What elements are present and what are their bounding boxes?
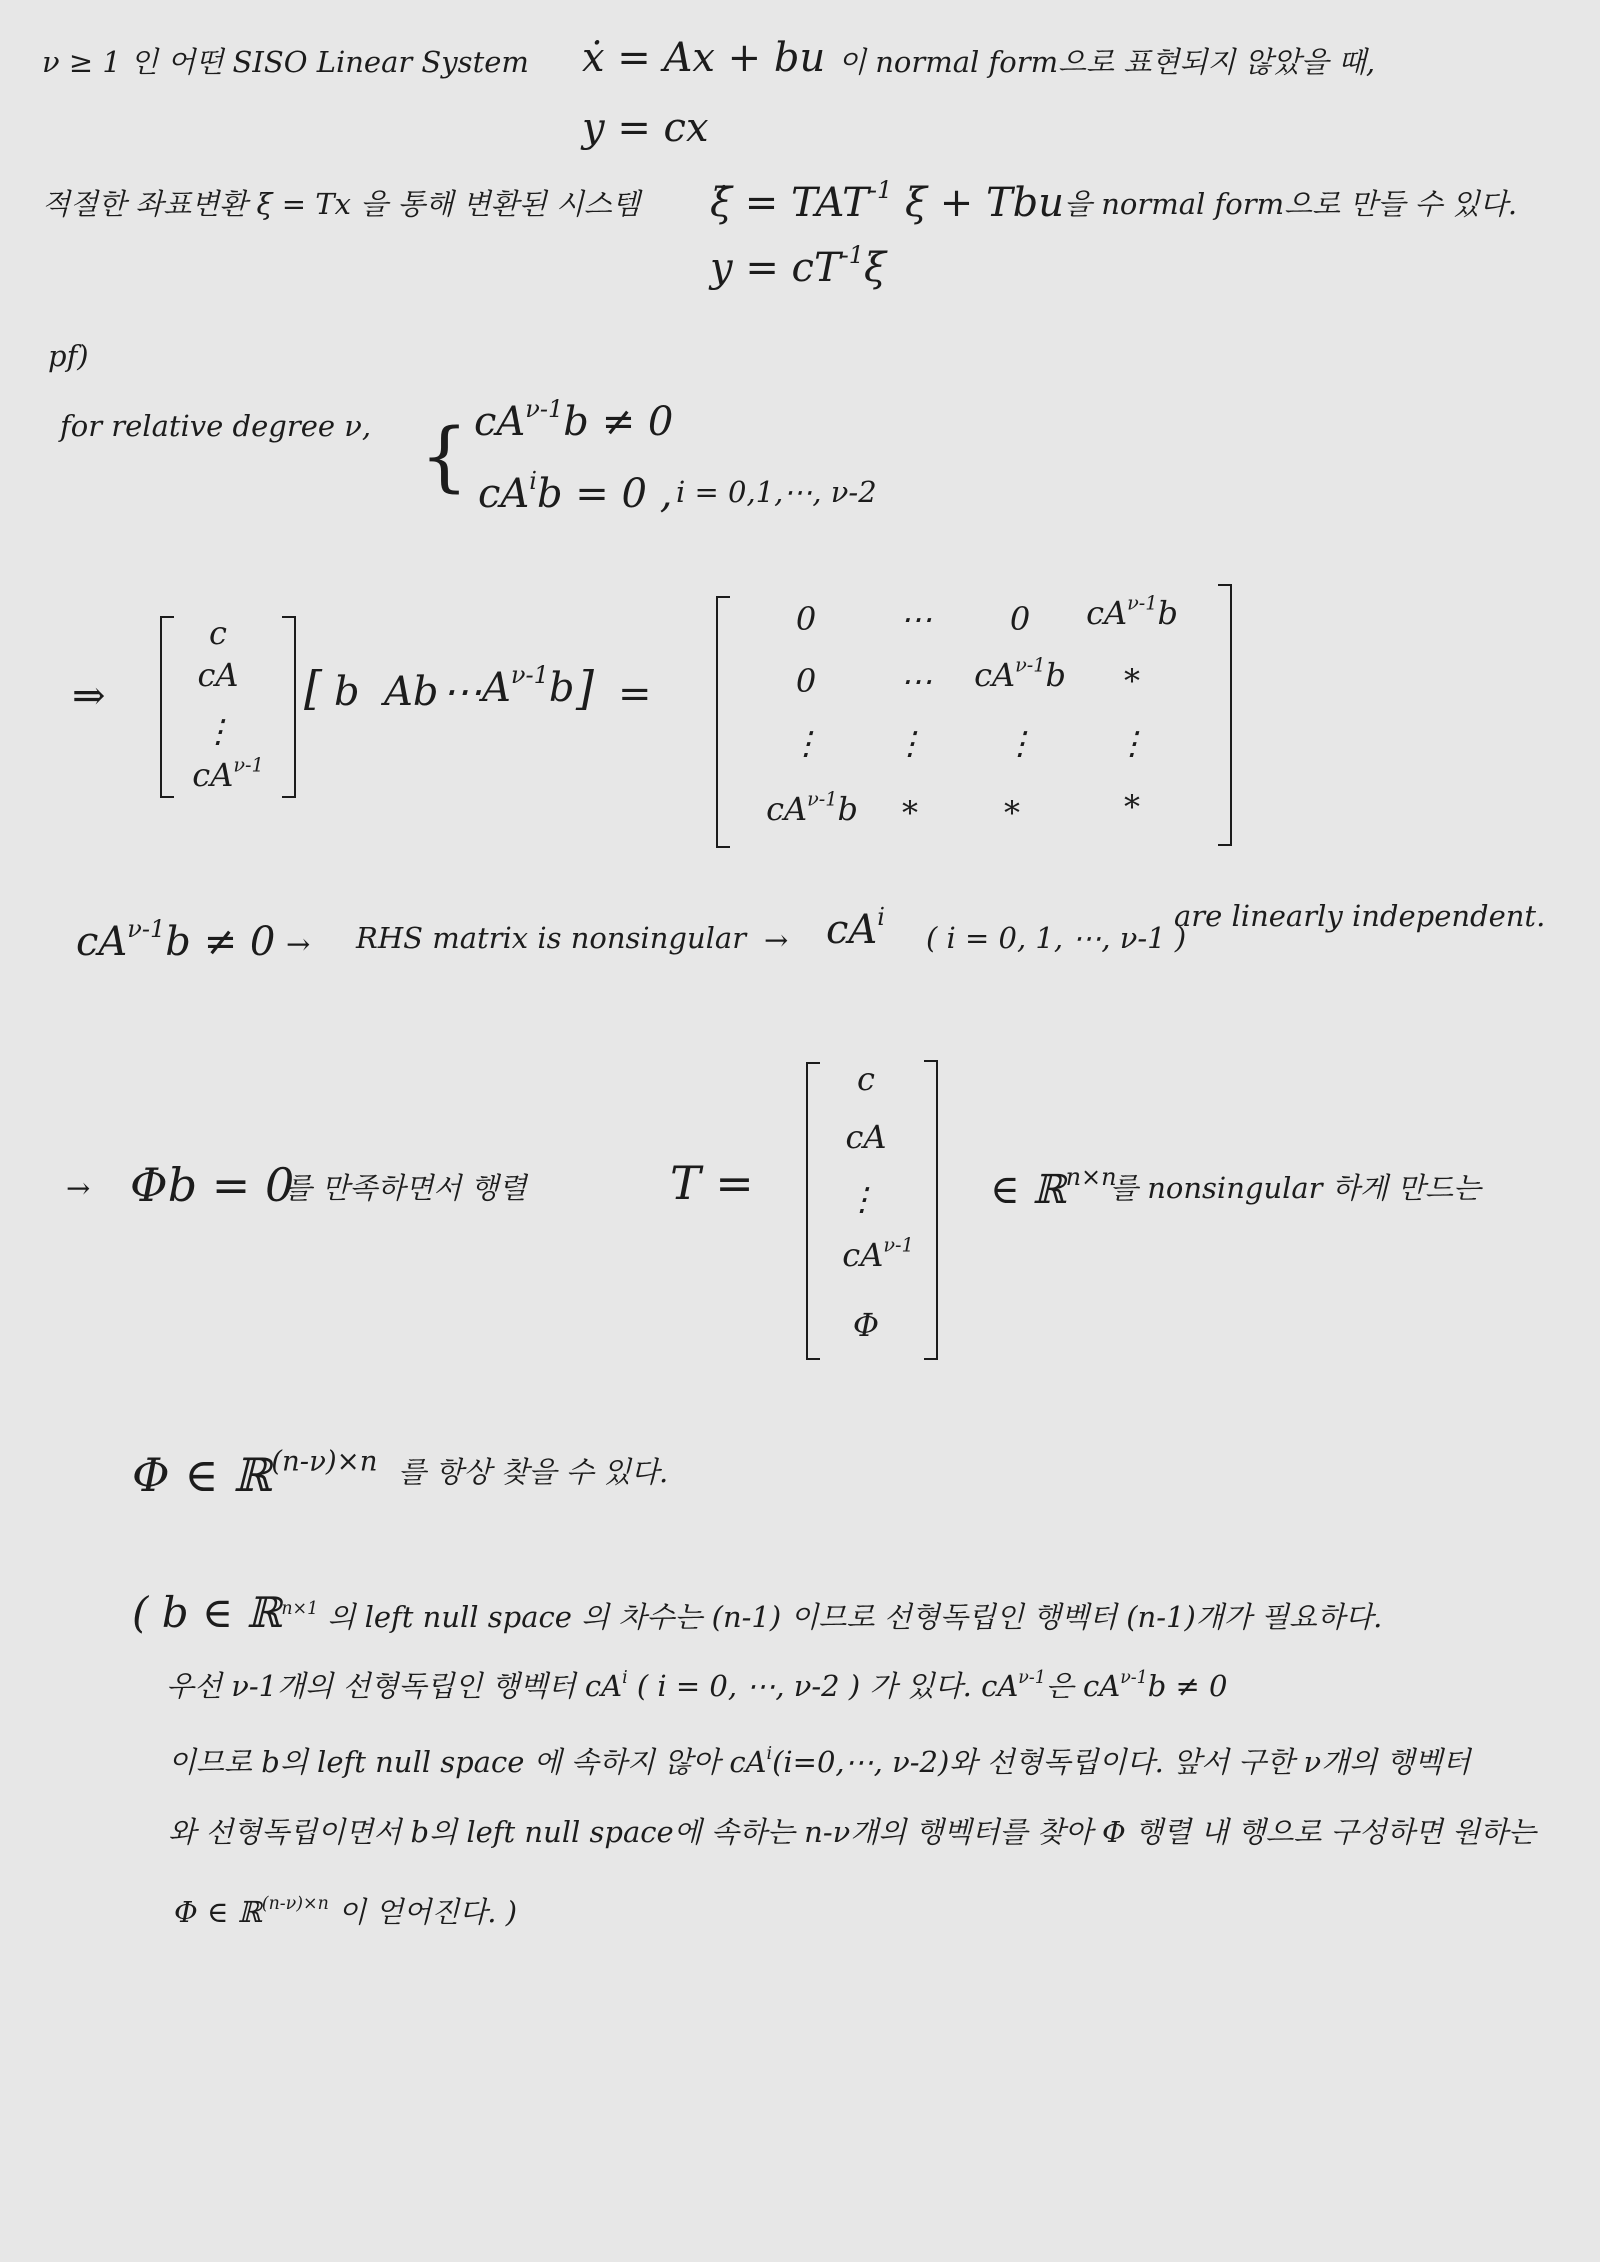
rhs-cell-2-4: *	[1124, 662, 1140, 700]
arrow-1: →	[286, 927, 311, 961]
rhs-nonsingular-text: RHS matrix is nonsingular	[356, 921, 747, 955]
controllability-bracket-open: [	[304, 661, 322, 715]
left-matrix-bracket-open	[160, 616, 174, 798]
T-matrix-bracket-close	[924, 1060, 938, 1360]
rhs-cell-1-2: ⋯	[900, 600, 932, 638]
condition-brace: {	[420, 411, 469, 500]
rhs-cell-3-3: ⋮	[1004, 724, 1036, 762]
note-line-5: Φ ∈ ℝ$^{(n-\nu)\times n}$ 이 얻어진다. )	[174, 1893, 518, 1929]
T-real-space: ∈ ℝ$^{n\times n}$	[990, 1163, 1117, 1213]
left-matrix-row-cA-nu-1: $cA^{\nu-1}$	[192, 753, 264, 794]
note-line-3: 이므로 b의 left null space 에 속하지 않아 $cA^i(i=0,\cdots$, ν-2)와 선형독립이다. 앞서 구한 ν개의 행벡터	[168, 1743, 1471, 1779]
rhs-matrix-bracket-open	[716, 596, 730, 848]
rhs-cell-3-1: ⋮	[790, 724, 822, 762]
phi-existence-text: 를 항상 찾을 수 있다.	[398, 1455, 669, 1489]
theorem-line1-tail: 이 normal form으로 표현되지 않았을 때,	[838, 45, 1376, 79]
rhs-cell-1-3: 0	[1009, 600, 1031, 638]
rhs-cell-3-4: ⋮	[1116, 724, 1148, 762]
theorem-line3-tail: 을 normal form으로 만들 수 있다.	[1064, 187, 1518, 221]
condition-index-range: i = 0,1,⋯, ν-2	[676, 475, 877, 509]
index-range: ( i = 0, 1, ⋯, ν-1 )	[926, 921, 1187, 955]
rhs-cell-4-3: *	[1004, 794, 1020, 832]
nonzero-term: $cA^{\nu-1}b \ne 0$	[76, 915, 276, 965]
T-row-cA: cA	[845, 1118, 887, 1156]
note-line-4: 와 선형독립이면서 b의 left null space에 속하는 n-ν개의 행벡터를 찾아 Φ 행렬 내 행으로 구성하면 원하는	[168, 1815, 1537, 1849]
T-matrix-bracket-open	[806, 1062, 820, 1360]
transformed-output-equation: $y = cT^{-1}\xi$	[710, 241, 887, 291]
T-row-vdots: ⋮	[846, 1180, 878, 1218]
controllability-bracket-close: ]	[576, 661, 594, 715]
proof-label: pf)	[48, 339, 89, 373]
condition-zero: $cA^ib = 0$ ,	[478, 467, 673, 517]
satisfy-text: 를 만족하면서 행렬	[284, 1171, 527, 1205]
rhs-cell-1-4: $cA^{\nu-1}b$	[1086, 591, 1178, 632]
phi-existence-math: Φ ∈ ℝ$^{(n-\nu)\times n}$	[132, 1444, 378, 1502]
rhs-cell-4-4: *	[1124, 788, 1140, 826]
relative-degree-text: for relative degree ν,	[60, 409, 372, 443]
rhs-cell-2-2: ⋯	[900, 662, 932, 700]
arrow-3: →	[66, 1171, 91, 1205]
transformed-state-equation: ξ̇ = $TAT^{-1}$ ξ + Tbu	[710, 176, 1064, 226]
T-row-phi: Φ	[852, 1306, 880, 1344]
controllability-b: b	[334, 669, 360, 715]
left-matrix-row-cA: cA	[197, 656, 239, 694]
controllability-hdots: ⋯	[442, 669, 482, 715]
linearly-independent-text: are linearly independent.	[1174, 899, 1546, 933]
equals-sign: =	[618, 671, 652, 717]
rhs-cell-3-2: ⋮	[894, 724, 926, 762]
controllability-A-nu-1-b: $A^{\nu-1}b$	[482, 661, 575, 711]
rhs-matrix-bracket-close	[1218, 584, 1232, 846]
cA-i-term: $cA^i$	[826, 903, 885, 953]
T-row-c: c	[857, 1060, 875, 1098]
rhs-cell-2-3: $cA^{\nu-1}b$	[974, 653, 1066, 694]
implies-arrow: ⇒	[72, 673, 106, 719]
rhs-cell-4-2: *	[902, 794, 918, 832]
rhs-cell-2-1: 0	[795, 662, 817, 700]
condition-nonzero: $cA^{\nu-1}b \ne 0$	[474, 395, 674, 445]
phi-b-equation: Φb = 0	[130, 1158, 295, 1212]
T-row-cA-nu-1: $cA^{\nu-1}$	[842, 1233, 914, 1274]
left-matrix-bracket-close	[282, 616, 296, 798]
note-line-1: ( b ∈ ℝ$^{n\times 1}$ 의 left null space 의 차수는 (n-1) 이므로 선형독립인 행벡터 (n-1)개가 필요하다.	[132, 1588, 1383, 1637]
arrow-2: →	[764, 923, 789, 957]
output-equation: y = cx	[582, 105, 709, 151]
nonsingular-text: 를 nonsingular 하게 만드는	[1110, 1171, 1482, 1205]
theorem-condition: ν ≥ 1 인 어떤 SISO Linear System	[42, 45, 529, 79]
controllability-Ab: Ab	[384, 669, 439, 715]
note-line-2: 우선 ν-1개의 선형독립인 행벡터 $cA^i$ ( i = 0, ⋯, ν-2 ) 가 있다. $cA^{\nu-1}$은 $cA^{\nu-1}b \ne 0$	[166, 1667, 1228, 1703]
left-matrix-row-c: c	[209, 614, 227, 652]
T-equals: T =	[670, 1156, 754, 1210]
left-matrix-row-vdots: ⋮	[202, 712, 234, 750]
state-equation: ẋ = Ax + bu	[582, 35, 826, 81]
coordinate-transform-text: 적절한 좌표변환 ξ = Tx 을 통해 변환된 시스템	[42, 187, 640, 221]
rhs-cell-1-1: 0	[795, 600, 817, 638]
rhs-cell-4-1: $cA^{\nu-1}b$	[766, 787, 858, 828]
